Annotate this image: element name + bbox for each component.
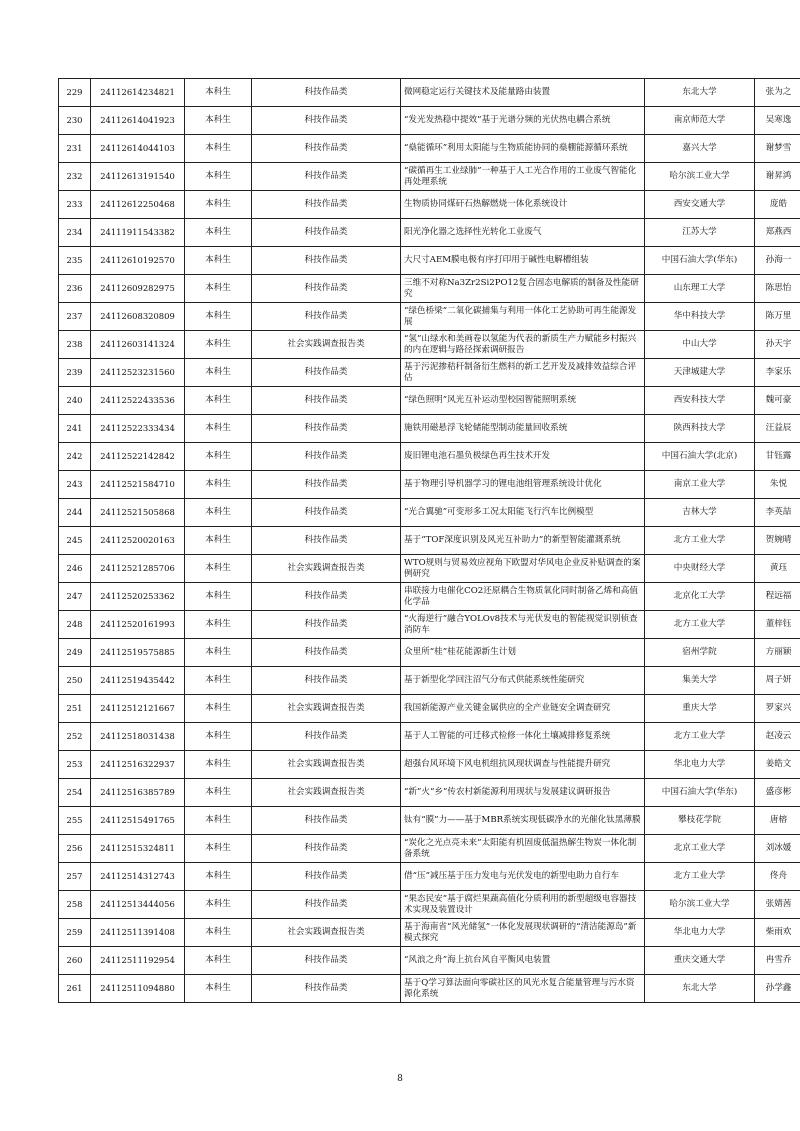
category-cell: 科技作品类	[252, 527, 401, 555]
row-number-cell: 256	[59, 835, 91, 863]
entry-code-cell: 24112603141324	[91, 331, 185, 359]
entry-code-cell: 24112521584710	[91, 471, 185, 499]
entry-code-cell: 24112511094880	[91, 975, 185, 1003]
category-cell: 科技作品类	[252, 219, 401, 247]
table-row	[59, 303, 800, 331]
project-title-cell: 借“压”减压基于压力发电与光伏发电的新型电助力自行车	[401, 863, 645, 891]
entry-code-cell: 24112614041923	[91, 107, 185, 135]
table-row	[59, 863, 800, 891]
project-title-cell: 施铁用磁悬浮飞轮储能型制动能量回收系统	[401, 415, 645, 443]
school-cell: 天津城建大学	[645, 359, 755, 387]
project-title-cell: “果态民安”基于腐烂果蔬高值化分质利用的新型超级电容器技术实现及装置设计	[401, 891, 645, 919]
row-number-cell: 260	[59, 947, 91, 975]
student-name-cell: 朱悦	[755, 471, 800, 499]
row-number-cell: 241	[59, 415, 91, 443]
entry-code-cell: 24112614234821	[91, 79, 185, 107]
student-name-cell: 李家乐	[755, 359, 800, 387]
entry-code-cell: 24112610192570	[91, 247, 185, 275]
student-level-cell: 本科生	[185, 359, 252, 387]
table-row	[59, 471, 800, 499]
project-title-cell: “炭化之光点亮未来”太阳能有机固废低温热解生物炭一体化制备系统	[401, 835, 645, 863]
category-cell: 社会实践调查报告类	[252, 331, 401, 359]
student-name-cell: 魏可豪	[755, 387, 800, 415]
category-cell: 社会实践调查报告类	[252, 555, 401, 583]
student-level-cell: 本科生	[185, 415, 252, 443]
category-cell: 社会实践调查报告类	[252, 779, 401, 807]
project-title-cell: 串联接力电催化CO2还原耦合生物质氧化同时制备乙烯和高值化学品	[401, 583, 645, 611]
table-row	[59, 331, 800, 359]
project-title-cell: 基于“TOF深度识别及风光互补助力”的新型智能灌溉系统	[401, 527, 645, 555]
school-cell: 北方工业大学	[645, 611, 755, 639]
category-cell: 社会实践调查报告类	[252, 919, 401, 947]
project-title-cell: “风浪之舟”海上抗台风自平衡风电装置	[401, 947, 645, 975]
table-row	[59, 107, 800, 135]
student-name-cell: 谢昇鸿	[755, 163, 800, 191]
category-cell: 科技作品类	[252, 639, 401, 667]
table-row	[59, 723, 800, 751]
row-number-cell: 247	[59, 583, 91, 611]
table-row	[59, 975, 800, 1003]
student-name-cell: 盛彦彬	[755, 779, 800, 807]
student-level-cell: 本科生	[185, 723, 252, 751]
table-row	[59, 919, 800, 947]
page-number: 8	[397, 1074, 403, 1084]
entry-code-cell: 24112516322937	[91, 751, 185, 779]
school-cell: 北方工业大学	[645, 863, 755, 891]
row-number-cell: 255	[59, 807, 91, 835]
student-level-cell: 本科生	[185, 667, 252, 695]
category-cell: 科技作品类	[252, 835, 401, 863]
student-level-cell: 本科生	[185, 779, 252, 807]
category-cell: 科技作品类	[252, 443, 401, 471]
student-level-cell: 本科生	[185, 975, 252, 1003]
school-cell: 中国石油大学(北京)	[645, 443, 755, 471]
category-cell: 科技作品类	[252, 79, 401, 107]
award-list-table-container	[58, 78, 800, 1003]
category-cell: 科技作品类	[252, 667, 401, 695]
row-number-cell: 250	[59, 667, 91, 695]
student-level-cell: 本科生	[185, 331, 252, 359]
school-cell: 山东理工大学	[645, 275, 755, 303]
school-cell: 华北电力大学	[645, 919, 755, 947]
entry-code-cell: 24112519575885	[91, 639, 185, 667]
student-name-cell: 方丽颖	[755, 639, 800, 667]
row-number-cell: 257	[59, 863, 91, 891]
student-level-cell: 本科生	[185, 499, 252, 527]
row-number-cell: 246	[59, 555, 91, 583]
row-number-cell: 239	[59, 359, 91, 387]
student-level-cell: 本科生	[185, 191, 252, 219]
entry-code-cell: 24112519435442	[91, 667, 185, 695]
student-level-cell: 本科生	[185, 527, 252, 555]
student-level-cell: 本科生	[185, 443, 252, 471]
award-list-table	[58, 78, 800, 1003]
project-title-cell: 基于污泥掺秸秆制备衍生燃料的新工艺开发及减排效益综合评估	[401, 359, 645, 387]
student-level-cell: 本科生	[185, 387, 252, 415]
table-row	[59, 947, 800, 975]
category-cell: 科技作品类	[252, 611, 401, 639]
row-number-cell: 243	[59, 471, 91, 499]
school-cell: 东北大学	[645, 79, 755, 107]
category-cell: 科技作品类	[252, 723, 401, 751]
student-name-cell: 吴寒逸	[755, 107, 800, 135]
category-cell: 科技作品类	[252, 191, 401, 219]
entry-code-cell: 24112521505868	[91, 499, 185, 527]
category-cell: 科技作品类	[252, 583, 401, 611]
row-number-cell: 237	[59, 303, 91, 331]
entry-code-cell: 24112520161993	[91, 611, 185, 639]
entry-code-cell: 24112522333434	[91, 415, 185, 443]
school-cell: 华北电力大学	[645, 751, 755, 779]
student-name-cell: 张为之	[755, 79, 800, 107]
school-cell: 中国石油大学(华东)	[645, 779, 755, 807]
project-title-cell: 基于海南省“风光储氢”一体化发展现状调研的“清洁能源岛”新模式探究	[401, 919, 645, 947]
row-number-cell: 249	[59, 639, 91, 667]
entry-code-cell: 24112520020163	[91, 527, 185, 555]
table-row	[59, 527, 800, 555]
row-number-cell: 253	[59, 751, 91, 779]
school-cell: 南京工业大学	[645, 471, 755, 499]
student-name-cell: 黄珏	[755, 555, 800, 583]
student-level-cell: 本科生	[185, 891, 252, 919]
project-title-cell: WTO规则与贸易效应视角下欧盟对华风电企业反补贴调查的案例研究	[401, 555, 645, 583]
school-cell: 江苏大学	[645, 219, 755, 247]
student-level-cell: 本科生	[185, 583, 252, 611]
row-number-cell: 261	[59, 975, 91, 1003]
student-level-cell: 本科生	[185, 639, 252, 667]
project-title-cell: 废旧锂电池石墨负极绿色再生技术开发	[401, 443, 645, 471]
project-title-cell: 阳光净化器之选择性光转化工业废气	[401, 219, 645, 247]
table-row	[59, 79, 800, 107]
table-row	[59, 639, 800, 667]
student-name-cell: 赵凌云	[755, 723, 800, 751]
project-title-cell: 超强台风环境下风电机组抗风现状调查与性能提升研究	[401, 751, 645, 779]
entry-code-cell: 24112609282975	[91, 275, 185, 303]
row-number-cell: 235	[59, 247, 91, 275]
table-row	[59, 219, 800, 247]
entry-code-cell: 24112515491765	[91, 807, 185, 835]
entry-code-cell: 24112516385789	[91, 779, 185, 807]
project-title-cell: 基于新型化学回注沼气分布式供能系统性能研究	[401, 667, 645, 695]
student-level-cell: 本科生	[185, 247, 252, 275]
row-number-cell: 240	[59, 387, 91, 415]
school-cell: 中央财经大学	[645, 555, 755, 583]
student-level-cell: 本科生	[185, 163, 252, 191]
table-row	[59, 443, 800, 471]
student-name-cell: 冉雪乔	[755, 947, 800, 975]
project-title-cell: 我国新能源产业关键金属供应的全产业链安全调查研究	[401, 695, 645, 723]
row-number-cell: 242	[59, 443, 91, 471]
project-title-cell: “光合翼驰”可变形多工况太阳能飞行汽车比例模型	[401, 499, 645, 527]
table-row	[59, 611, 800, 639]
school-cell: 北京化工大学	[645, 583, 755, 611]
table-row	[59, 275, 800, 303]
student-level-cell: 本科生	[185, 275, 252, 303]
entry-code-cell: 24112518031438	[91, 723, 185, 751]
project-title-cell: “碳循再生工业绿肺”一种基于人工光合作用的工业废气智能化再处理系统	[401, 163, 645, 191]
student-name-cell: 张婧茜	[755, 891, 800, 919]
category-cell: 科技作品类	[252, 807, 401, 835]
student-level-cell: 本科生	[185, 135, 252, 163]
row-number-cell: 254	[59, 779, 91, 807]
entry-code-cell: 24112520253362	[91, 583, 185, 611]
student-level-cell: 本科生	[185, 947, 252, 975]
school-cell: 北方工业大学	[645, 723, 755, 751]
student-name-cell: 庞皓	[755, 191, 800, 219]
student-name-cell: 谢梦雪	[755, 135, 800, 163]
student-name-cell: 贺婉晴	[755, 527, 800, 555]
row-number-cell: 238	[59, 331, 91, 359]
category-cell: 科技作品类	[252, 891, 401, 919]
project-title-cell: 微网稳定运行关键技术及能量路由装置	[401, 79, 645, 107]
school-cell: 东北大学	[645, 975, 755, 1003]
school-cell: 哈尔滨工业大学	[645, 891, 755, 919]
row-number-cell: 244	[59, 499, 91, 527]
school-cell: 华中科技大学	[645, 303, 755, 331]
project-title-cell: 众里所“桂”桂花能源新生计划	[401, 639, 645, 667]
student-level-cell: 本科生	[185, 751, 252, 779]
table-row	[59, 191, 800, 219]
student-name-cell: 董梓钰	[755, 611, 800, 639]
student-name-cell: 唐榕	[755, 807, 800, 835]
entry-code-cell: 24112608320809	[91, 303, 185, 331]
school-cell: 攀枝花学院	[645, 807, 755, 835]
student-level-cell: 本科生	[185, 303, 252, 331]
entry-code-cell: 24112614044103	[91, 135, 185, 163]
table-row	[59, 415, 800, 443]
row-number-cell: 248	[59, 611, 91, 639]
entry-code-cell: 24112513444056	[91, 891, 185, 919]
student-level-cell: 本科生	[185, 919, 252, 947]
category-cell: 科技作品类	[252, 163, 401, 191]
student-level-cell: 本科生	[185, 863, 252, 891]
school-cell: 吉林大学	[645, 499, 755, 527]
student-level-cell: 本科生	[185, 611, 252, 639]
row-number-cell: 229	[59, 79, 91, 107]
school-cell: 重庆大学	[645, 695, 755, 723]
student-name-cell: 程远福	[755, 583, 800, 611]
row-number-cell: 252	[59, 723, 91, 751]
student-name-cell: 陈思怡	[755, 275, 800, 303]
table-row	[59, 163, 800, 191]
entry-code-cell: 24112512121667	[91, 695, 185, 723]
student-name-cell: 汪益辰	[755, 415, 800, 443]
school-cell: 陕西科技大学	[645, 415, 755, 443]
table-row	[59, 835, 800, 863]
student-name-cell: 郑燕西	[755, 219, 800, 247]
student-name-cell: 周子妍	[755, 667, 800, 695]
project-title-cell: 大尺寸AEM膜电极有序打印用于碱性电解槽组装	[401, 247, 645, 275]
school-cell: 嘉兴大学	[645, 135, 755, 163]
student-level-cell: 本科生	[185, 835, 252, 863]
table-row	[59, 247, 800, 275]
student-level-cell: 本科生	[185, 107, 252, 135]
table-row	[59, 667, 800, 695]
category-cell: 科技作品类	[252, 499, 401, 527]
student-name-cell: 孙天宇	[755, 331, 800, 359]
project-title-cell: “新”火“乡”传农村新能源利用现状与发展建议调研报告	[401, 779, 645, 807]
project-title-cell: 基于人工智能的可迁移式检修一体化土壤减排修复系统	[401, 723, 645, 751]
project-title-cell: “绿色桥梁”二氧化碳捕集与利用一体化工艺协助可再生能源发展	[401, 303, 645, 331]
entry-code-cell: 24112523231560	[91, 359, 185, 387]
school-cell: 中山大学	[645, 331, 755, 359]
category-cell: 科技作品类	[252, 359, 401, 387]
entry-code-cell: 24112515324811	[91, 835, 185, 863]
school-cell: 西安科技大学	[645, 387, 755, 415]
table-row	[59, 583, 800, 611]
student-name-cell: 李英喆	[755, 499, 800, 527]
school-cell: 北京工业大学	[645, 835, 755, 863]
entry-code-cell: 24112511391408	[91, 919, 185, 947]
table-row	[59, 135, 800, 163]
entry-code-cell: 24112522142842	[91, 443, 185, 471]
entry-code-cell: 24112612250468	[91, 191, 185, 219]
project-title-cell: 基于物理引导机器学习的锂电池组管理系统设计优化	[401, 471, 645, 499]
category-cell: 社会实践调查报告类	[252, 695, 401, 723]
row-number-cell: 258	[59, 891, 91, 919]
school-cell: 中国石油大学(华东)	[645, 247, 755, 275]
project-title-cell: 钛有“膜”力——基于MBR系统实现低碳净水的光催化钛黑薄膜	[401, 807, 645, 835]
entry-code-cell: 24112613191540	[91, 163, 185, 191]
category-cell: 科技作品类	[252, 947, 401, 975]
category-cell: 科技作品类	[252, 107, 401, 135]
project-title-cell: 生物质协同煤矸石热解燃烧一体化系统设计	[401, 191, 645, 219]
entry-code-cell: 24112521285706	[91, 555, 185, 583]
category-cell: 科技作品类	[252, 975, 401, 1003]
category-cell: 科技作品类	[252, 415, 401, 443]
project-title-cell: “燊能循环”利用太阳能与生物质能协同的燊棚能源循环系统	[401, 135, 645, 163]
category-cell: 科技作品类	[252, 247, 401, 275]
category-cell: 科技作品类	[252, 275, 401, 303]
table-body	[59, 79, 800, 1003]
row-number-cell: 230	[59, 107, 91, 135]
student-level-cell: 本科生	[185, 555, 252, 583]
student-name-cell: 柴雨欢	[755, 919, 800, 947]
row-number-cell: 251	[59, 695, 91, 723]
table-row	[59, 695, 800, 723]
table-row	[59, 891, 800, 919]
student-level-cell: 本科生	[185, 219, 252, 247]
row-number-cell: 233	[59, 191, 91, 219]
row-number-cell: 259	[59, 919, 91, 947]
category-cell: 科技作品类	[252, 471, 401, 499]
entry-code-cell: 24111911543382	[91, 219, 185, 247]
table-row	[59, 779, 800, 807]
row-number-cell: 245	[59, 527, 91, 555]
student-name-cell: 刘冰媛	[755, 835, 800, 863]
project-title-cell: 基于Q学习算法面向零碳社区的风光水复合能量管理与污水资源化系统	[401, 975, 645, 1003]
table-row	[59, 359, 800, 387]
category-cell: 科技作品类	[252, 863, 401, 891]
student-name-cell: 罗家兴	[755, 695, 800, 723]
school-cell: 哈尔滨工业大学	[645, 163, 755, 191]
category-cell: 科技作品类	[252, 303, 401, 331]
student-name-cell: 姜皓文	[755, 751, 800, 779]
student-level-cell: 本科生	[185, 79, 252, 107]
student-name-cell: 陈万里	[755, 303, 800, 331]
school-cell: 北方工业大学	[645, 527, 755, 555]
table-row	[59, 807, 800, 835]
student-level-cell: 本科生	[185, 695, 252, 723]
entry-code-cell: 24112514312743	[91, 863, 185, 891]
row-number-cell: 234	[59, 219, 91, 247]
project-title-cell: “绿色照明”风光互补运动型校园智能照明系统	[401, 387, 645, 415]
row-number-cell: 232	[59, 163, 91, 191]
student-level-cell: 本科生	[185, 471, 252, 499]
student-name-cell: 甘钰露	[755, 443, 800, 471]
row-number-cell: 236	[59, 275, 91, 303]
project-title-cell: “发光发热稳中提效”基于光谱分频的光伏热电耦合系统	[401, 107, 645, 135]
entry-code-cell: 24112522433536	[91, 387, 185, 415]
student-level-cell: 本科生	[185, 807, 252, 835]
student-name-cell: 孙学鑫	[755, 975, 800, 1003]
row-number-cell: 231	[59, 135, 91, 163]
student-name-cell: 孙海一	[755, 247, 800, 275]
project-title-cell: 三维不对称Na3Zr2Si2PO12复合固态电解质的制备及性能研究	[401, 275, 645, 303]
table-row	[59, 555, 800, 583]
entry-code-cell: 24112511192954	[91, 947, 185, 975]
table-row	[59, 499, 800, 527]
table-row	[59, 387, 800, 415]
school-cell: 集美大学	[645, 667, 755, 695]
category-cell: 科技作品类	[252, 135, 401, 163]
school-cell: 宿州学院	[645, 639, 755, 667]
school-cell: 南京师范大学	[645, 107, 755, 135]
school-cell: 重庆交通大学	[645, 947, 755, 975]
category-cell: 科技作品类	[252, 387, 401, 415]
project-title-cell: “火海逆行”融合YOLOv8技术与光伏发电的智能视觉识别侦查消防车	[401, 611, 645, 639]
project-title-cell: “氢”山绿水和美画卷以氢能为代表的新质生产力赋能乡村振兴的内在逻辑与路径探索调研报告	[401, 331, 645, 359]
category-cell: 社会实践调查报告类	[252, 751, 401, 779]
table-row	[59, 751, 800, 779]
school-cell: 西安交通大学	[645, 191, 755, 219]
student-name-cell: 佟舟	[755, 863, 800, 891]
